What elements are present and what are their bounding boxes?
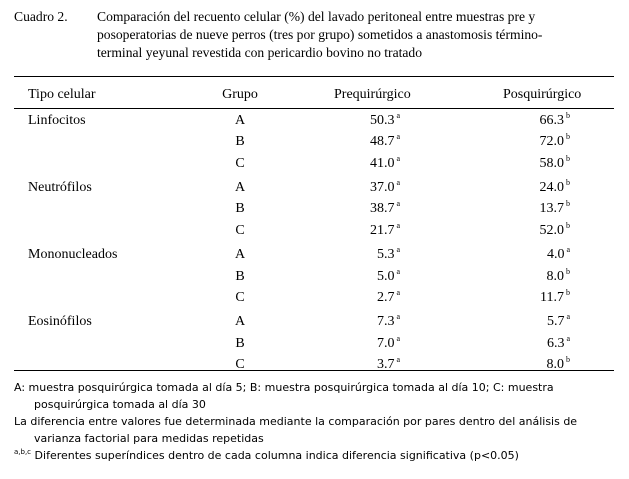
grupo-label: C	[235, 222, 245, 238]
posquirurgico-value: 8.0	[546, 356, 564, 372]
footnote-line: La diferencia entre valores fue determinada mediante la comparación por pares dentro del análisis de	[14, 415, 578, 428]
footnote-line: Diferentes superíndices dentro de cada columna indica diferencia significativa (p<0.05)	[31, 449, 519, 462]
posquirurgico-value: 5.7	[546, 314, 565, 330]
table-top-rule	[14, 76, 614, 77]
cell-tipo-celular	[28, 113, 86, 129]
posquirurgico-value: 72.0	[539, 134, 564, 150]
prequirurgico-value: 5.3	[376, 247, 395, 263]
prequirurgico-superscript: a	[396, 199, 400, 209]
tipo-celular-label: Linfocitos	[28, 113, 86, 128]
prequirurgico-superscript: a	[396, 153, 400, 163]
cell-posquirurgico	[500, 113, 570, 129]
prequirurgico-value: 50.3	[369, 113, 395, 128]
cell-posquirurgico	[500, 201, 570, 217]
posquirurgico-value: 52.0	[539, 222, 564, 238]
table-footnotes	[14, 379, 614, 464]
grupo-label: B	[235, 268, 245, 284]
cell-grupo	[233, 336, 247, 352]
cell-posquirurgico	[500, 180, 570, 196]
prequirurgico-value: 41.0	[369, 155, 395, 171]
prequirurgico-superscript: a	[396, 111, 400, 120]
posquirurgico-superscript: b	[566, 220, 570, 230]
cell-posquirurgico	[500, 134, 570, 150]
grupo-label: C	[235, 155, 245, 171]
cell-grupo	[233, 134, 247, 150]
grupo-label: B	[235, 134, 245, 150]
cell-grupo	[233, 247, 247, 263]
prequirurgico-value: 7.3	[376, 314, 395, 330]
footnote-method	[14, 413, 614, 447]
tipo-celular-label: Eosinófilos	[28, 314, 92, 330]
cell-tipo-celular	[28, 314, 92, 330]
caption-line: posoperatorias de nueve perros (tres por grupo) sometidos a anastomosis término-	[97, 27, 543, 42]
cell-tipo-celular	[28, 247, 117, 263]
cell-prequirurgico	[330, 333, 400, 352]
grupo-label: C	[235, 356, 245, 372]
footnote-superscripts	[14, 447, 614, 464]
footnote-sup: a,b,c	[14, 448, 32, 456]
cell-posquirurgico	[500, 247, 570, 263]
prequirurgico-value: 37.0	[369, 180, 395, 196]
posquirurgico-value: 6.3	[546, 335, 565, 351]
cell-prequirurgico	[330, 266, 400, 285]
prequirurgico-value: 2.7	[376, 289, 395, 305]
cell-posquirurgico	[500, 220, 570, 239]
posquirurgico-value: 13.7	[539, 201, 564, 217]
posquirurgico-superscript: b	[566, 287, 570, 297]
header-tipo-celular: Tipo celular	[28, 87, 96, 102]
posquirurgico-value: 4.0	[546, 247, 565, 263]
posquirurgico-superscript: b	[566, 266, 570, 276]
posquirurgico-value: 24.0	[539, 180, 564, 196]
footnote-line: posquirúrgica tomada al día 30	[34, 398, 206, 411]
caption-label: Cuadro 2.	[14, 9, 68, 24]
caption-line: terminal yeyunal revestida con pericardio bovino no tratado	[97, 45, 423, 60]
prequirurgico-value: 48.7	[369, 134, 395, 150]
posquirurgico-value: 66.3	[539, 113, 564, 128]
grupo-label: A	[234, 180, 246, 196]
prequirurgico-value: 5.0	[376, 268, 395, 284]
cell-posquirurgico	[500, 314, 570, 330]
cell-grupo	[233, 201, 247, 217]
posquirurgico-superscript: b	[566, 354, 570, 364]
header-rule	[14, 108, 614, 109]
grupo-label: B	[235, 201, 245, 217]
posquirurgico-superscript: a	[566, 333, 570, 343]
cell-prequirurgico	[330, 287, 400, 306]
posquirurgico-value: 58.0	[539, 155, 564, 171]
posquirurgico-superscript: a	[566, 245, 570, 255]
cell-grupo	[233, 314, 247, 330]
prequirurgico-superscript: a	[396, 333, 400, 343]
prequirurgico-superscript: a	[396, 266, 400, 276]
footnote-line: A: muestra posquirúrgica tomada al día 5; B: muestra posquirúrgica tomada al día 10; C: muestra	[14, 381, 554, 394]
header-posquirurgico: Posquirúrgico	[503, 87, 582, 102]
table-caption	[14, 8, 614, 62]
posquirurgico-superscript: b	[566, 132, 570, 142]
grupo-label: C	[235, 289, 245, 305]
cell-grupo	[233, 180, 247, 196]
cell-prequirurgico	[330, 247, 400, 263]
prequirurgico-value: 38.7	[369, 201, 395, 217]
posquirurgico-superscript: b	[566, 178, 570, 188]
posquirurgico-superscript: a	[566, 312, 570, 322]
posquirurgico-superscript: b	[566, 199, 570, 209]
cell-posquirurgico	[500, 287, 570, 306]
posquirurgico-value: 8.0	[546, 268, 564, 284]
posquirurgico-superscript: b	[566, 153, 570, 163]
cell-grupo	[233, 156, 247, 172]
cell-prequirurgico	[330, 113, 400, 129]
grupo-label: B	[235, 335, 245, 351]
prequirurgico-value: 3.7	[376, 356, 395, 372]
cell-prequirurgico	[330, 201, 400, 217]
caption-text	[97, 8, 614, 62]
prequirurgico-value: 7.0	[376, 335, 395, 351]
cell-tipo-celular	[28, 180, 92, 196]
prequirurgico-value: 21.7	[369, 222, 395, 238]
grupo-label: A	[234, 113, 246, 128]
cell-grupo	[233, 290, 247, 306]
grupo-label: A	[234, 314, 246, 330]
cell-posquirurgico	[500, 153, 570, 172]
footnote-line: varianza factorial para medidas repetidas	[34, 432, 264, 445]
prequirurgico-superscript: a	[396, 287, 400, 297]
cell-prequirurgico	[330, 153, 400, 172]
tipo-celular-label: Neutrófilos	[28, 180, 92, 196]
prequirurgico-superscript: a	[396, 132, 400, 142]
tipo-celular-label: Mononucleados	[28, 247, 118, 263]
cell-posquirurgico	[500, 333, 570, 352]
cell-prequirurgico	[330, 314, 400, 330]
cell-grupo	[233, 269, 247, 285]
cell-grupo	[233, 223, 247, 239]
cell-prequirurgico	[330, 180, 400, 196]
cell-posquirurgico	[500, 266, 570, 285]
table-bottom-rule	[14, 370, 614, 371]
prequirurgico-superscript: a	[396, 312, 400, 322]
caption-line: Comparación del recuento celular (%) del lavado peritoneal entre muestras pre y	[97, 9, 536, 24]
footnote-groups	[14, 379, 614, 413]
prequirurgico-superscript: a	[396, 178, 400, 188]
header-grupo: Grupo	[222, 87, 258, 102]
cell-prequirurgico	[330, 220, 400, 239]
prequirurgico-superscript: a	[396, 245, 400, 255]
posquirurgico-superscript: b	[566, 111, 570, 120]
prequirurgico-superscript: a	[396, 354, 400, 364]
cell-grupo	[233, 113, 247, 129]
prequirurgico-superscript: a	[396, 220, 400, 230]
cell-prequirurgico	[330, 134, 400, 150]
header-prequirurgico: Prequirúrgico	[334, 87, 411, 102]
posquirurgico-value: 11.7	[540, 289, 564, 305]
grupo-label: A	[234, 247, 246, 263]
